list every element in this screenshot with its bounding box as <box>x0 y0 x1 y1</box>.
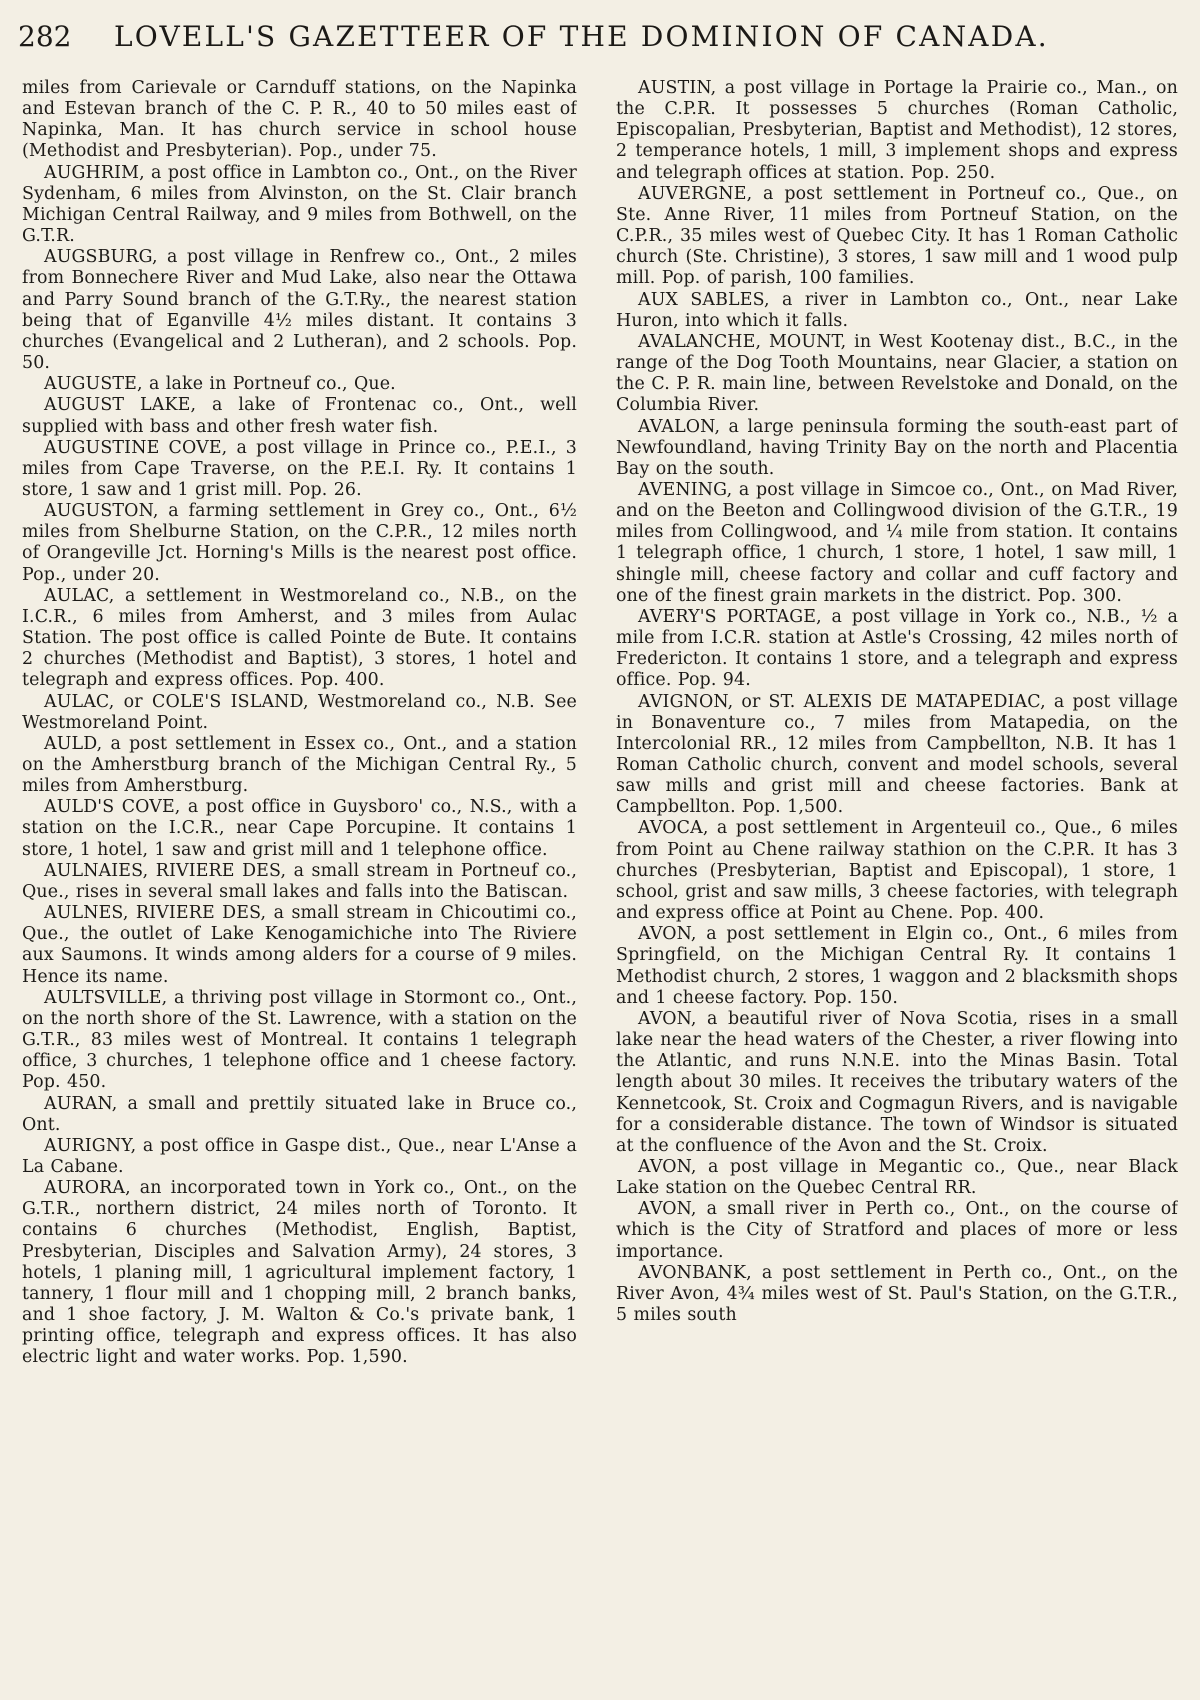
gazetteer-entry: AVALANCHE, MOUNT, in West Kootenay dist., B.C., in the range of the Dog Tooth Mountains, near Glacier, a station on the C. P. R. main line, between Revelstoke and Donald, on the Columbia River. <box>616 331 1178 416</box>
left-column <box>22 78 577 1678</box>
gazetteer-entry: miles from Carievale or Carnduff stations, on the Napinka and Estevan branch of the C. P. R., 40 to 50 miles east of Napinka, Man. It has church service in school house (Methodist and Presbyterian). Pop., under 75. <box>22 78 577 162</box>
gazetteer-entry: AULNAIES, RIVIERE DES, a small stream in Portneuf co., Que., rises in several small lakes and falls into the Batiscan. <box>22 860 577 902</box>
gazetteer-entry: AVON, a small river in Perth co., Ont., on the course of which is the City of Stratford and places of more or less importance. <box>616 1199 1178 1262</box>
gazetteer-entry: AURIGNY, a post office in Gaspe dist., Que., near L'Anse a La Cabane. <box>22 1135 577 1177</box>
gazetteer-entry: AVENING, a post village in Simcoe co., Ont., on Mad River, and on the Beeton and Collingwood division of the G.T.R., 19 miles from Collingwood, and ¼ mile from station. It contains 1 telegraph office, 1 church, 1 store, 1 hotel, 1 saw mill, 1 shingle mill, cheese factory and collar and cuff factory and one of the finest grain markets in the district. Pop. 300. <box>616 479 1178 606</box>
gazetteer-entry: AUGUSTE, a lake in Portneuf co., Que. <box>44 374 396 395</box>
gazetteer-entry: AVON, a post settlement in Elgin co., Ont., 6 miles from Springfield, on the Michigan Central Ry. It contains 1 Methodist church, 2 stores, 1 waggon and 2 blacksmith shops and 1 cheese factory. Pop. 150. <box>616 924 1178 1008</box>
gazetteer-entry: AUVERGNE, a post settlement in Portneuf co., Que., on Ste. Anne River, 11 miles from Portneuf Station, on the C.P.R., 35 miles west of Quebec City. It has 1 Roman Catholic church (Ste. Christine), 3 stores, 1 saw mill and 1 wood pulp mill. Pop. of parish, 100 families. <box>616 183 1178 289</box>
gazetteer-entry: AVALON, a large peninsula forming the south-east part of Newfoundland, having Trinity Bay on the north and Placentia Bay on the south. <box>616 416 1178 479</box>
gazetteer-entry: AUGSBURG, a post village in Renfrew co., Ont., 2 miles from Bonnechere River and Mud Lake, also near the Ottawa and Parry Sound branch of the G.T.Ry., the nearest station being that of Eganville 4½ miles distant. It contains 3 churches (Evangelical and 2 Lutheran), and 2 schools. Pop. 50. <box>22 247 577 374</box>
gazetteer-entry: AURAN, a small and prettily situated lake in Bruce co., Ont. <box>22 1093 577 1135</box>
gazetteer-entry: AVON, a beautiful river of Nova Scotia, rises in a small lake near the head waters of the Chester, a river flowing into the Atlantic, and runs N.N.E. into the Minas Basin. Total length about 30 miles. It receives the tributary waters of the Kennetcook, St. Croix and Cogmagun Rivers, and is navigable for a considerable distance. The town of Windsor is situated at the confluence of the Avon and the St. Croix. <box>616 1008 1178 1156</box>
gazetteer-entry: AULD'S COVE, a post office in Guysboro' co., N.S., with a station on the I.C.R., near Cape Porcupine. It contains 1 store, 1 hotel, 1 saw and grist mill and 1 telephone office. <box>22 797 577 860</box>
gazetteer-entry: AUGHRIM, a post office in Lambton co., Ont., on the River Sydenham, 6 miles from Alvinston, on the St. Clair branch Michigan Central Railway, and 9 miles from Bothwell, on the G.T.R. <box>22 162 577 247</box>
gazetteer-entry: AULD, a post settlement in Essex co., Ont., and a station on the Amherstburg branch of the Michigan Central Ry., 5 miles from Amherstburg. <box>22 733 577 797</box>
gazetteer-entry: AUX SABLES, a river in Lambton co., Ont., near Lake Huron, into which it falls. <box>616 289 1178 331</box>
running-title: LOVELL'S GAZETTEER OF THE DOMINION OF CANADA. <box>114 20 1049 53</box>
gazetteer-entry: AUSTIN, a post village in Portage la Prairie co., Man., on the C.P.R. It possesses 5 churches (Roman Catholic, Episcopalian, Presbyterian, Baptist and Methodist), 12 stores, 2 temperance hotels, 1 mill, 3 implement shops and express and telegraph offices at station. Pop. 250. <box>616 78 1178 183</box>
gazetteer-entry: AURORA, an incorporated town in York co., Ont., on the G.T.R., northern district, 24 miles north of Toronto. It contains 6 churches (Methodist, English, Baptist, Presbyterian, Disciples and Salvation Army), 24 stores, 3 hotels, 1 planing mill, 1 agricultural implement factory, 1 tannery, 1 flour mill and 1 chopping mill, 2 branch banks, and 1 shoe factory, J. M. Walton & Co.'s private bank, 1 printing office, telegraph and express offices. It has also electric light and water works. Pop. 1,590. <box>22 1178 577 1368</box>
right-column <box>616 78 1178 1678</box>
page-header <box>18 12 1178 62</box>
gazetteer-entry: AULTSVILLE, a thriving post village in Stormont co., Ont., on the north shore of the St. Lawrence, with a station on the G.T.R., 83 miles west of Montreal. It contains 1 telegraph office, 3 churches, 1 telephone office and 1 cheese factory. Pop. 450. <box>22 987 577 1093</box>
gazetteer-entry: AULAC, or COLE'S ISLAND, Westmoreland co., N.B. See Westmoreland Point. <box>22 691 577 733</box>
gazetteer-entry: AVERY'S PORTAGE, a post village in York co., N.B., ½ a mile from I.C.R. station at Astle's Crossing, 42 miles north of Fredericton. It contains 1 store, and a telegraph and express office. Pop. 94. <box>616 606 1178 691</box>
page-number: 282 <box>18 20 72 53</box>
gazetteer-entry: AULAC, a settlement in Westmoreland co., N.B., on the I.C.R., 6 miles from Amherst, and 3 miles from Aulac Station. The post office is called Pointe de Bute. It contains 2 churches (Methodist and Baptist), 3 stores, 1 hotel and telegraph and express offices. Pop. 400. <box>22 585 577 691</box>
gazetteer-entry: AUGUSTON, a farming settlement in Grey co., Ont., 6½ miles from Shelburne Station, on the C.P.R., 12 miles north of Orangeville Jct. Horning's Mills is the nearest post office. Pop., under 20. <box>22 501 577 585</box>
gazetteer-entry: AUGUST LAKE, a lake of Frontenac co., Ont., well supplied with bass and other fresh water fish. <box>22 395 577 437</box>
gazetteer-entry: AVIGNON, or ST. ALEXIS DE MATAPEDIAC, a post village in Bonaventure co., 7 miles from Matapedia, on the Intercolonial RR., 12 miles from Campbellton, N.B. It has 1 Roman Catholic church, convent and model schools, several saw mills and grist mill and cheese factories. Bank at Campbellton. Pop. 1,500. <box>616 691 1178 818</box>
gazetteer-entry: AVOCA, a post settlement in Argenteuil co., Que., 6 miles from Point au Chene railway stathion on the C.P.R. It has 3 churches (Presbyterian, Baptist and Episcopal), 1 store, 1 school, grist and saw mills, 3 cheese factories, with telegraph and express office at Point au Chene. Pop. 400. <box>616 818 1178 924</box>
gazetteer-entry: AVONBANK, a post settlement in Perth co., Ont., on the River Avon, 4¾ miles west of St. Paul's Station, on the G.T.R., 5 miles south <box>616 1262 1178 1326</box>
gazetteer-entry: AVON, a post village in Megantic co., Que., near Black Lake station on the Quebec Central RR. <box>616 1156 1178 1199</box>
gazetteer-entry: AUGUSTINE COVE, a post village in Prince co., P.E.I., 3 miles from Cape Traverse, on the P.E.I. Ry. It contains 1 store, 1 saw and 1 grist mill. Pop. 26. <box>22 437 577 500</box>
gazetteer-entry: AULNES, RIVIERE DES, a small stream in Chicoutimi co., Que., the outlet of Lake Kenogamichiche into The Riviere aux Saumons. It winds among alders for a course of 9 miles. Hence its name. <box>22 903 577 987</box>
